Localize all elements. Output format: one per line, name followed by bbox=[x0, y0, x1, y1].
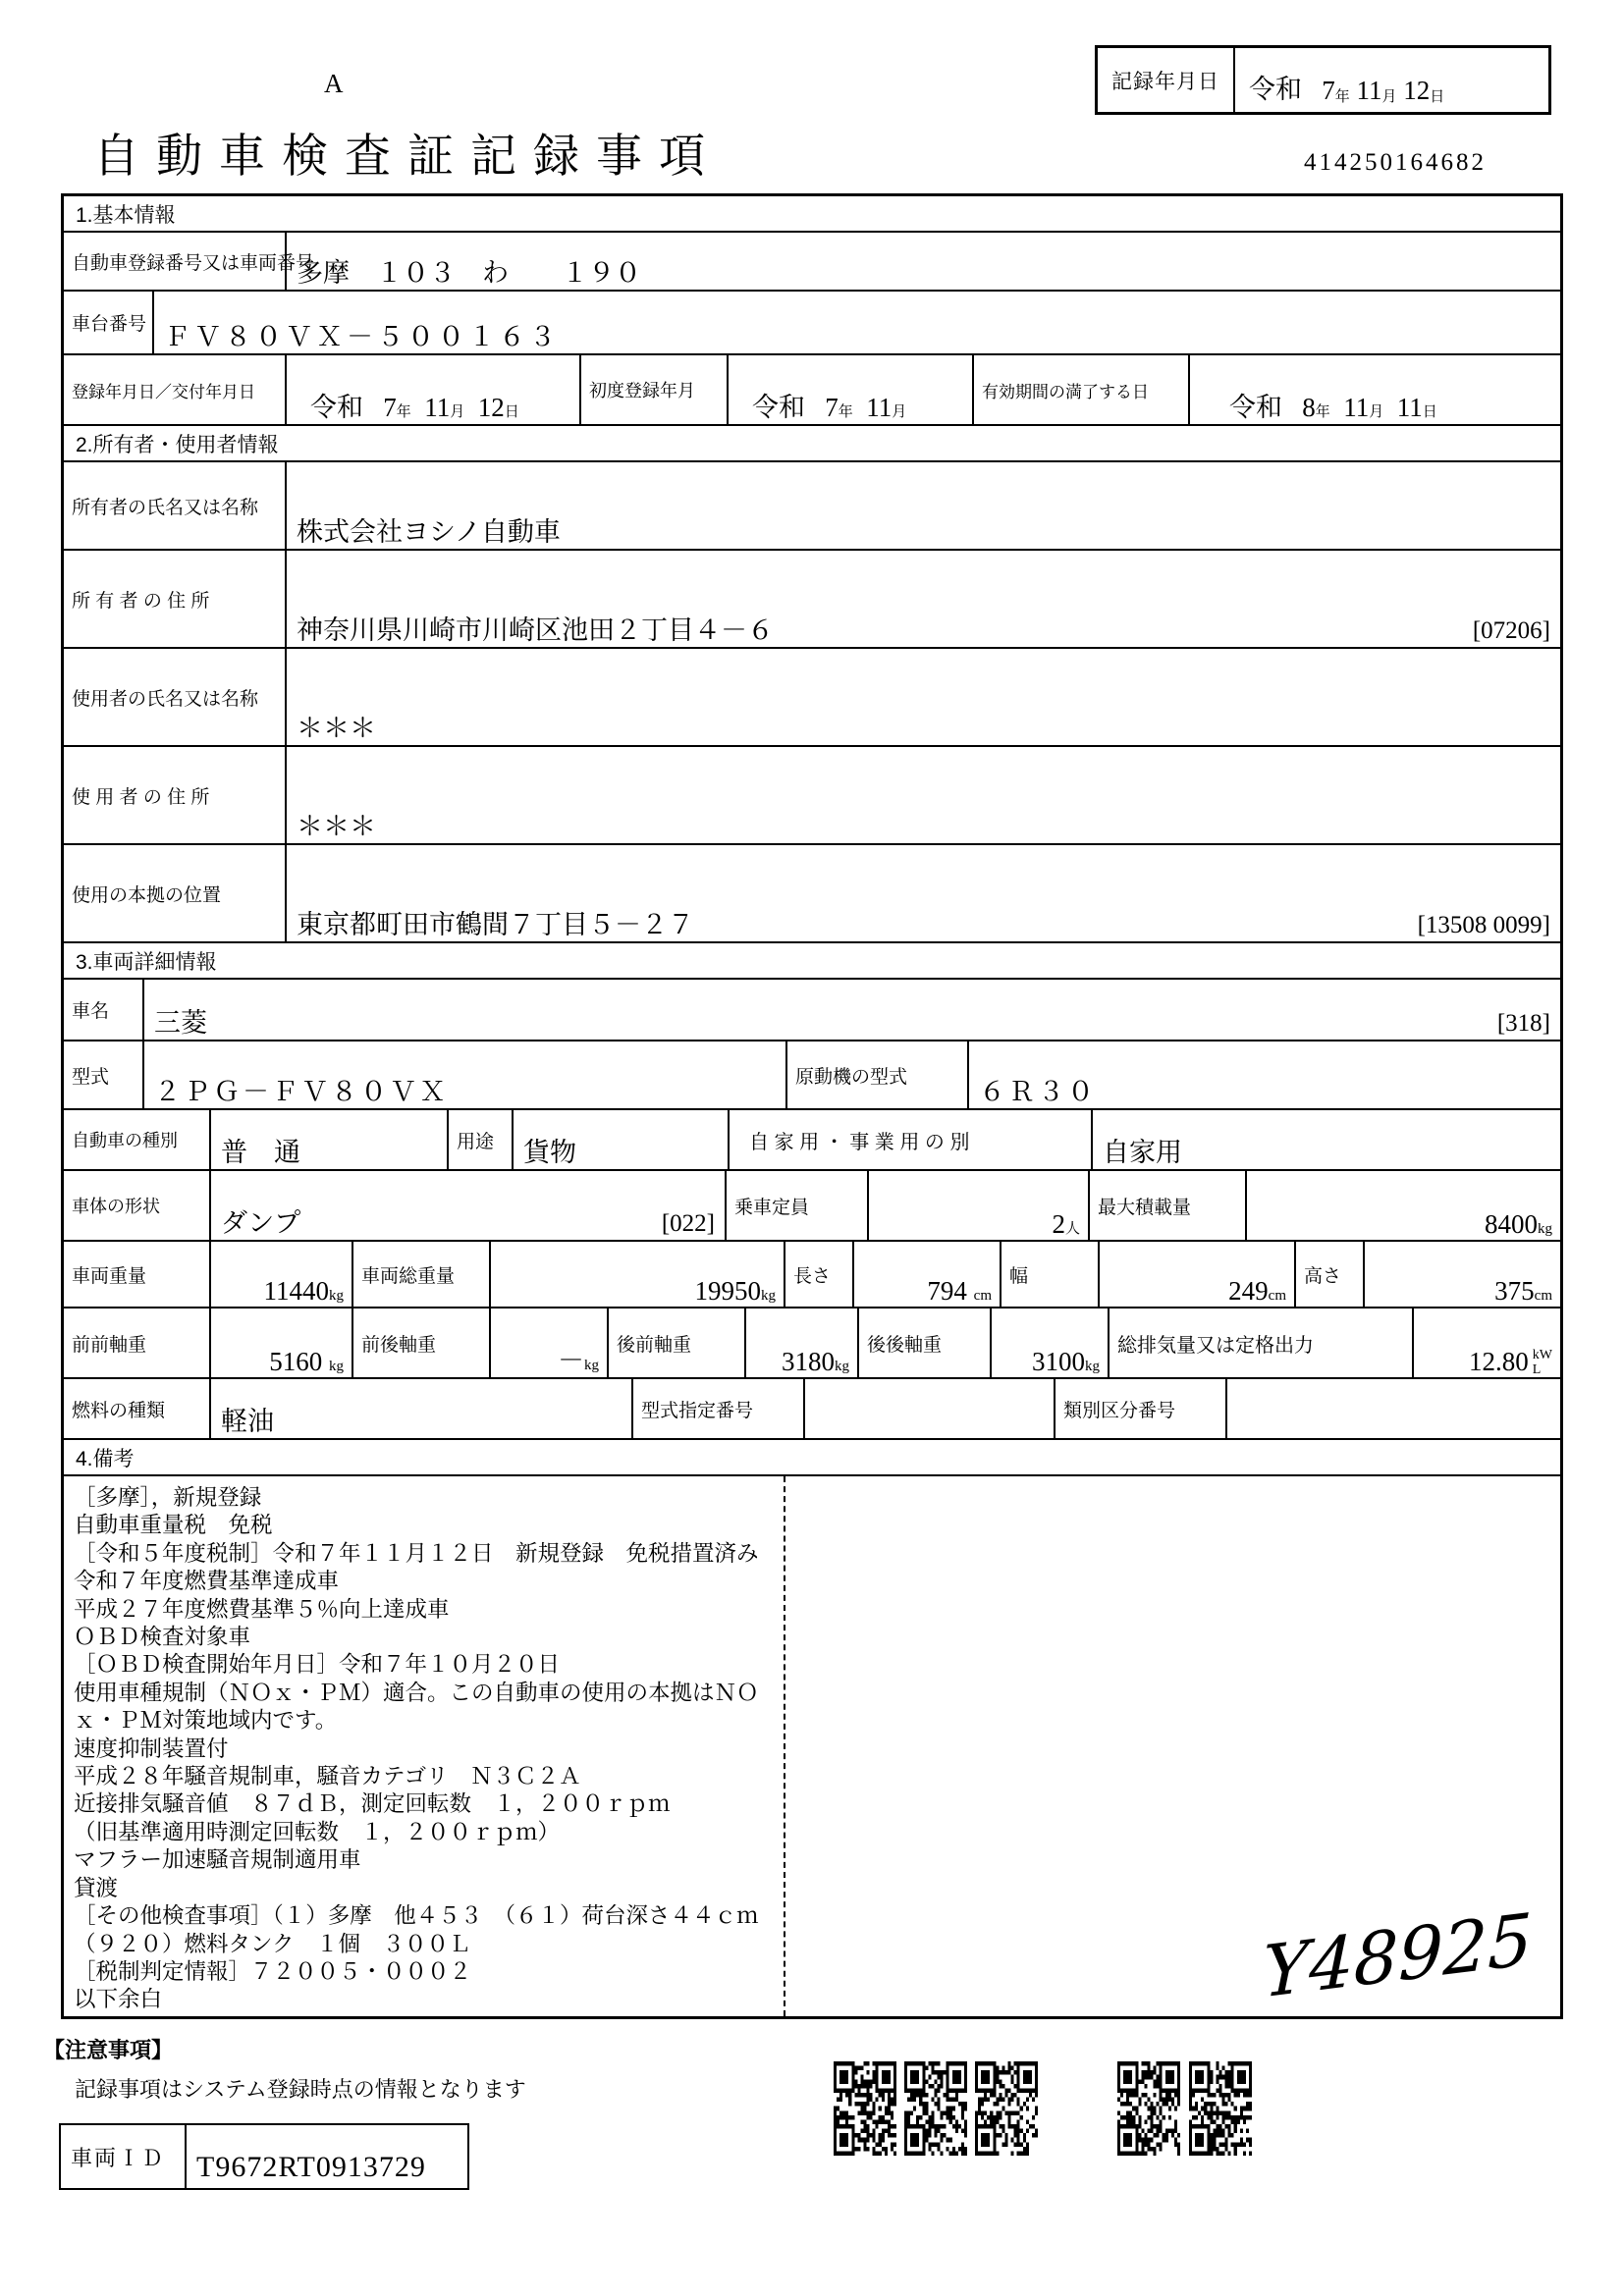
fuel-value-cell bbox=[211, 1379, 633, 1438]
record-date-era: 令和 bbox=[1249, 75, 1302, 104]
axle-rf-value-cell bbox=[746, 1308, 859, 1377]
axle-rf-label: 後前軸重 bbox=[617, 1334, 692, 1356]
height-label-cell bbox=[1296, 1242, 1365, 1307]
axle-rr-value bbox=[1032, 1347, 1100, 1377]
remark-line: 令和７年度燃費基準達成車 bbox=[74, 1569, 340, 1594]
owner-name-value-cell bbox=[287, 462, 1560, 549]
private-business-label: 自 家 用 ・ 事 業 用 の 別 bbox=[749, 1131, 970, 1153]
weight-label: 車両重量 bbox=[72, 1265, 147, 1287]
max-load-number: 8400 bbox=[1485, 1209, 1538, 1239]
row-axles bbox=[64, 1308, 1560, 1379]
qr-code-3 bbox=[975, 2061, 1038, 2156]
owner-address-label: 所 有 者 の 住 所 bbox=[72, 590, 210, 612]
category-value-cell bbox=[211, 1110, 449, 1169]
body-shape-label-cell bbox=[64, 1171, 211, 1240]
row-dates bbox=[64, 355, 1560, 426]
record-date-day: 12 bbox=[1403, 76, 1431, 105]
length-label-cell bbox=[785, 1242, 854, 1307]
axle-ff-number: 5160 bbox=[269, 1347, 323, 1376]
length-label: 長さ bbox=[793, 1265, 832, 1287]
reg-date-label-cell bbox=[64, 355, 287, 424]
axle-ff-label-cell bbox=[64, 1308, 211, 1377]
person-unit: 人 bbox=[1064, 1221, 1080, 1237]
remark-line: 貸渡 bbox=[74, 1875, 119, 1900]
model-label-cell bbox=[64, 1041, 144, 1108]
axle-fr-value-cell bbox=[491, 1308, 609, 1377]
row-model bbox=[64, 1041, 1560, 1110]
reg-number-label: 自動車登録番号又は車両番号 bbox=[72, 252, 315, 274]
main-table bbox=[61, 193, 1563, 2019]
first-reg-value bbox=[752, 386, 906, 424]
year-unit: 年 bbox=[1315, 404, 1330, 420]
fuel-value: 軽油 bbox=[221, 1407, 274, 1436]
kg-unit: kg bbox=[584, 1358, 599, 1373]
first-reg-label-cell bbox=[581, 355, 729, 424]
body-shape-label: 車体の形状 bbox=[72, 1197, 160, 1216]
axle-rr-number: 3100 bbox=[1032, 1347, 1085, 1376]
remark-line: ［税制判定情報］７２００５・０００２ bbox=[74, 1958, 472, 1984]
reg-number-value: 多摩 １０３ わ １９０ bbox=[297, 258, 641, 288]
row-body-shape bbox=[64, 1171, 1560, 1242]
expiry-year: 8 bbox=[1302, 393, 1316, 422]
capacity-label-cell bbox=[727, 1171, 869, 1240]
displacement-value-cell bbox=[1414, 1308, 1560, 1377]
section-heading-owner: 2.所有者・使用者情報 bbox=[64, 426, 1560, 462]
remark-line: 平成２８年騒音規制車，騒音カテゴリ Ｎ３Ｃ２Ａ bbox=[74, 1764, 581, 1789]
axle-fr-value bbox=[558, 1339, 599, 1377]
row-fuel bbox=[64, 1379, 1560, 1440]
year-unit: 年 bbox=[396, 404, 411, 420]
doc-number: 414250164682 bbox=[1304, 149, 1487, 176]
use-value-cell bbox=[514, 1110, 730, 1169]
remark-line: ［ＯＢＤ検査開始年月日］令和７年１０月２０日 bbox=[74, 1652, 561, 1678]
private-business-label-cell bbox=[730, 1110, 1093, 1169]
row-weights bbox=[64, 1242, 1560, 1308]
notice-heading: 【注意事項】 bbox=[43, 2038, 174, 2062]
height-value bbox=[1494, 1276, 1552, 1307]
remark-line: 平成２７年度燃費基準５％向上達成車 bbox=[74, 1596, 450, 1622]
max-load-label-cell bbox=[1090, 1171, 1247, 1240]
class-number-label: 類別区分番号 bbox=[1063, 1400, 1176, 1421]
expiry-label: 有効期間の満了する日 bbox=[982, 382, 1149, 401]
axle-rr-value-cell bbox=[992, 1308, 1110, 1377]
body-shape-value: ダンプ bbox=[221, 1208, 301, 1238]
row-reg-number bbox=[64, 233, 1560, 292]
section-heading-basic: 1.基本情報 bbox=[64, 196, 1560, 233]
remark-line: 使用車種規制（ＮＯｘ・ＰＭ）適合。この自動車の使用の本拠はＮＯｘ・ＰＭ対策地域内です。 bbox=[74, 1680, 759, 1734]
kg-unit: kg bbox=[835, 1359, 849, 1374]
expiry-value bbox=[1229, 386, 1437, 424]
reg-date-year: 7 bbox=[383, 393, 397, 422]
first-reg-era: 令和 bbox=[752, 393, 805, 422]
capacity-number: 2 bbox=[1052, 1209, 1065, 1239]
qr-code-4 bbox=[1117, 2061, 1180, 2156]
record-date-month: 11 bbox=[1356, 76, 1382, 105]
row-chassis-number bbox=[64, 292, 1560, 355]
chassis-value-cell bbox=[154, 292, 1560, 353]
cm-unit: cm bbox=[1268, 1288, 1286, 1304]
height-label: 高さ bbox=[1304, 1265, 1342, 1287]
user-address-label-cell bbox=[64, 747, 287, 843]
chassis-label-cell bbox=[64, 292, 154, 353]
row-user-name bbox=[64, 649, 1560, 747]
l-unit: L bbox=[1532, 1362, 1542, 1377]
use-value: 貨物 bbox=[523, 1138, 576, 1167]
qr-code-1 bbox=[834, 2061, 896, 2156]
private-business-value-cell bbox=[1093, 1110, 1560, 1169]
row-base-location bbox=[64, 845, 1560, 943]
remark-line: ［その他検査事項］（１）多摩 他４５３ （６１）荷台深さ４４ｃｍ （９２０）燃料タンク １個 ３００Ｌ bbox=[74, 1903, 782, 1956]
height-number: 375 bbox=[1494, 1276, 1535, 1306]
notice-text: 記録事項はシステム登録時点の情報となります bbox=[75, 2077, 526, 2102]
remark-lines bbox=[74, 1484, 782, 2014]
use-label: 用途 bbox=[457, 1131, 495, 1152]
type-approval-value-cell bbox=[805, 1379, 1056, 1438]
owner-address-code: [07206] bbox=[1472, 617, 1550, 644]
row-car-name bbox=[64, 980, 1560, 1041]
length-value-cell bbox=[854, 1242, 1001, 1307]
remark-line: 自動車重量税 免税 bbox=[74, 1513, 273, 1538]
gross-weight-label: 車両総重量 bbox=[361, 1265, 456, 1287]
expiry-era: 令和 bbox=[1229, 393, 1282, 422]
day-unit: 日 bbox=[1422, 404, 1437, 420]
length-value bbox=[927, 1276, 992, 1307]
user-address-label: 使 用 者 の 住 所 bbox=[72, 786, 210, 808]
max-load-value bbox=[1485, 1209, 1552, 1240]
car-name-code: [318] bbox=[1496, 1010, 1550, 1037]
handwritten-number-text: Y48925 bbox=[1262, 1898, 1534, 2015]
vehicle-id-box bbox=[59, 2123, 469, 2190]
width-label-cell bbox=[1001, 1242, 1100, 1307]
axle-ff-label: 前前軸重 bbox=[72, 1334, 147, 1356]
reg-number-label-cell bbox=[64, 233, 315, 290]
remark-line: （旧基準適用時測定回転数 １，２００ｒｐｍ） bbox=[74, 1819, 561, 1844]
month-unit: 月 bbox=[1381, 89, 1397, 105]
displacement-number: 12.80 bbox=[1469, 1347, 1529, 1376]
capacity-value-cell bbox=[869, 1171, 1090, 1240]
base-location-value-cell bbox=[287, 845, 1560, 941]
gross-weight-number: 19950 bbox=[694, 1276, 761, 1306]
axle-rf-number: 3180 bbox=[782, 1347, 835, 1376]
reg-date-era: 令和 bbox=[310, 393, 363, 422]
axle-fr-number: － bbox=[558, 1346, 584, 1375]
model-value-cell bbox=[144, 1041, 787, 1108]
remark-line: 速度抑制装置付 bbox=[74, 1735, 229, 1761]
height-value-cell bbox=[1365, 1242, 1560, 1307]
remark-line: 近接排気騒音値 ８７ｄＢ，測定回転数 １，２００ｒｐｍ bbox=[74, 1791, 671, 1817]
row-owner-name bbox=[64, 462, 1560, 551]
type-approval-label: 型式指定番号 bbox=[641, 1400, 754, 1421]
user-address-value: ＊＊＊ bbox=[297, 812, 376, 841]
remarks-divider bbox=[784, 1476, 785, 2016]
class-number-label-cell bbox=[1056, 1379, 1227, 1438]
row-user-address bbox=[64, 747, 1560, 845]
model-label: 型式 bbox=[72, 1066, 110, 1088]
owner-address-value-cell bbox=[287, 551, 1560, 647]
use-label-cell bbox=[449, 1110, 514, 1169]
gross-weight-value-cell bbox=[491, 1242, 785, 1307]
body-shape-value-cell bbox=[211, 1171, 727, 1240]
first-reg-month: 11 bbox=[866, 393, 893, 422]
axle-ff-value bbox=[269, 1347, 344, 1377]
owner-name-value: 株式会社ヨシノ自動車 bbox=[297, 517, 561, 547]
page-marker: A bbox=[324, 69, 344, 98]
length-number: 794 bbox=[927, 1276, 967, 1306]
kg-unit: kg bbox=[1538, 1221, 1552, 1237]
vehicle-id-label: 車両ＩＤ bbox=[61, 2125, 187, 2188]
vehicle-id-value: T9672RT0913729 bbox=[196, 2151, 426, 2183]
weight-value bbox=[264, 1276, 345, 1307]
engine-model-label: 原動機の型式 bbox=[795, 1066, 908, 1088]
base-location-code: [13508 0099] bbox=[1417, 912, 1550, 938]
expiry-day: 11 bbox=[1396, 393, 1423, 422]
cm-unit: cm bbox=[973, 1288, 992, 1304]
axle-rr-label: 後後軸重 bbox=[867, 1334, 943, 1356]
capacity-value bbox=[1052, 1209, 1080, 1240]
day-unit: 日 bbox=[1430, 89, 1445, 105]
remarks-box bbox=[64, 1476, 1560, 2016]
remark-line: ＯＢＤ検査対象車 bbox=[74, 1625, 251, 1650]
remark-line: ［多摩］，新規登録 bbox=[74, 1485, 262, 1510]
category-value: 普 通 bbox=[221, 1138, 300, 1167]
month-unit: 月 bbox=[1369, 404, 1384, 420]
type-approval-label-cell bbox=[633, 1379, 805, 1438]
kg-unit: kg bbox=[329, 1359, 344, 1374]
fuel-label: 燃料の種類 bbox=[72, 1400, 166, 1421]
row-category bbox=[64, 1110, 1560, 1171]
engine-model-value: ６Ｒ３０ bbox=[979, 1077, 1097, 1106]
axle-rf-label-cell bbox=[609, 1308, 746, 1377]
record-date-value bbox=[1235, 48, 1548, 112]
remark-line: 以下余白 bbox=[74, 1987, 163, 2012]
reg-date-month: 11 bbox=[424, 393, 451, 422]
first-reg-label: 初度登録年月 bbox=[589, 381, 695, 400]
base-location-label-cell bbox=[64, 845, 287, 941]
kg-unit: kg bbox=[1085, 1359, 1100, 1374]
first-reg-value-cell bbox=[729, 355, 974, 424]
car-name-label: 車名 bbox=[72, 1001, 110, 1022]
gross-weight-label-cell bbox=[353, 1242, 491, 1307]
axle-fr-label: 前後軸重 bbox=[361, 1334, 437, 1356]
user-name-value-cell bbox=[287, 649, 1560, 745]
fuel-label-cell bbox=[64, 1379, 211, 1438]
capacity-label: 乗車定員 bbox=[734, 1197, 810, 1218]
engine-model-label-cell bbox=[787, 1041, 969, 1108]
user-name-value: ＊＊＊ bbox=[297, 714, 376, 743]
kw-unit: kW bbox=[1532, 1348, 1552, 1362]
model-value: ２ＰＧ－ＦＶ８０ＶＸ bbox=[154, 1077, 449, 1106]
car-name-value: 三菱 bbox=[154, 1008, 207, 1038]
user-address-value-cell bbox=[287, 747, 1560, 843]
reg-date-value-cell bbox=[287, 355, 581, 424]
owner-address-value: 神奈川県川崎市川崎区池田２丁目４－６ bbox=[297, 615, 774, 645]
doc-title: 自動車検査証記録事項 bbox=[93, 132, 722, 183]
base-location-value: 東京都町田市鶴間７丁目５－２７ bbox=[297, 910, 694, 939]
width-label: 幅 bbox=[1009, 1265, 1029, 1287]
expiry-value-cell bbox=[1190, 355, 1560, 424]
expiry-label-cell bbox=[974, 355, 1190, 424]
remark-line: ［令和５年度税制］令和７年１１月１２日 新規登録 免税措置済み bbox=[74, 1540, 759, 1566]
weight-number: 11440 bbox=[263, 1276, 329, 1306]
displacement-label-cell bbox=[1110, 1308, 1414, 1377]
month-unit: 月 bbox=[892, 404, 907, 420]
remark-line: マフラー加速騒音規制適用車 bbox=[74, 1847, 361, 1873]
reg-date-value bbox=[310, 386, 519, 424]
displacement-label: 総排気量又は定格出力 bbox=[1117, 1334, 1314, 1357]
displacement-value bbox=[1469, 1347, 1552, 1377]
width-value bbox=[1228, 1276, 1286, 1307]
max-load-label: 最大積載量 bbox=[1098, 1197, 1192, 1218]
axle-ff-value-cell bbox=[211, 1308, 353, 1377]
axle-rr-label-cell bbox=[859, 1308, 992, 1377]
qr-code-2 bbox=[904, 2061, 967, 2156]
owner-name-label-cell bbox=[64, 462, 287, 549]
category-label-cell bbox=[64, 1110, 211, 1169]
handwritten-number bbox=[1252, 1887, 1546, 2024]
year-unit: 年 bbox=[838, 404, 853, 420]
row-owner-address bbox=[64, 551, 1560, 649]
reg-number-value-cell bbox=[287, 233, 1560, 290]
weight-value-cell bbox=[211, 1242, 353, 1307]
record-date-label: 記録年月日 bbox=[1098, 48, 1235, 112]
first-reg-year: 7 bbox=[825, 393, 839, 422]
width-number: 249 bbox=[1228, 1276, 1269, 1306]
cm-unit: cm bbox=[1534, 1288, 1552, 1304]
gross-weight-value bbox=[695, 1276, 777, 1307]
kg-unit: kg bbox=[329, 1288, 344, 1304]
body-shape-code: [022] bbox=[661, 1210, 715, 1237]
base-location-label: 使用の本拠の位置 bbox=[72, 884, 222, 906]
kg-unit: kg bbox=[761, 1288, 776, 1304]
weight-label-cell bbox=[64, 1242, 211, 1307]
axle-rf-value bbox=[782, 1347, 849, 1377]
private-business-value: 自家用 bbox=[1103, 1138, 1182, 1167]
car-name-label-cell bbox=[64, 980, 144, 1040]
axle-fr-label-cell bbox=[353, 1308, 491, 1377]
record-date-box bbox=[1095, 45, 1551, 115]
user-name-label-cell bbox=[64, 649, 287, 745]
section-heading-remarks: 4.備考 bbox=[64, 1440, 1560, 1476]
car-name-value-cell bbox=[144, 980, 1560, 1040]
record-date-year: 7 bbox=[1322, 76, 1335, 105]
qr-code-5 bbox=[1189, 2061, 1252, 2156]
chassis-label: 車台番号 bbox=[72, 314, 147, 335]
user-name-label: 使用者の氏名又は名称 bbox=[72, 688, 259, 710]
owner-name-label: 所有者の氏名又は名称 bbox=[72, 497, 259, 518]
max-load-value-cell bbox=[1247, 1171, 1560, 1240]
section-heading-vehicle: 3.車両詳細情報 bbox=[64, 943, 1560, 980]
chassis-value: ＦＶ８０ＶＸ－５００１６３ bbox=[164, 322, 560, 351]
width-value-cell bbox=[1100, 1242, 1296, 1307]
day-unit: 日 bbox=[504, 404, 519, 420]
month-unit: 月 bbox=[450, 404, 465, 420]
engine-model-value-cell bbox=[969, 1041, 1560, 1108]
reg-date-label: 登録年月日／交付年月日 bbox=[72, 382, 255, 401]
reg-date-day: 12 bbox=[477, 393, 505, 422]
expiry-month: 11 bbox=[1343, 393, 1370, 422]
year-unit: 年 bbox=[1334, 89, 1350, 105]
owner-address-label-cell bbox=[64, 551, 287, 647]
category-label: 自動車の種別 bbox=[72, 1131, 178, 1150]
class-number-value-cell bbox=[1227, 1379, 1560, 1438]
